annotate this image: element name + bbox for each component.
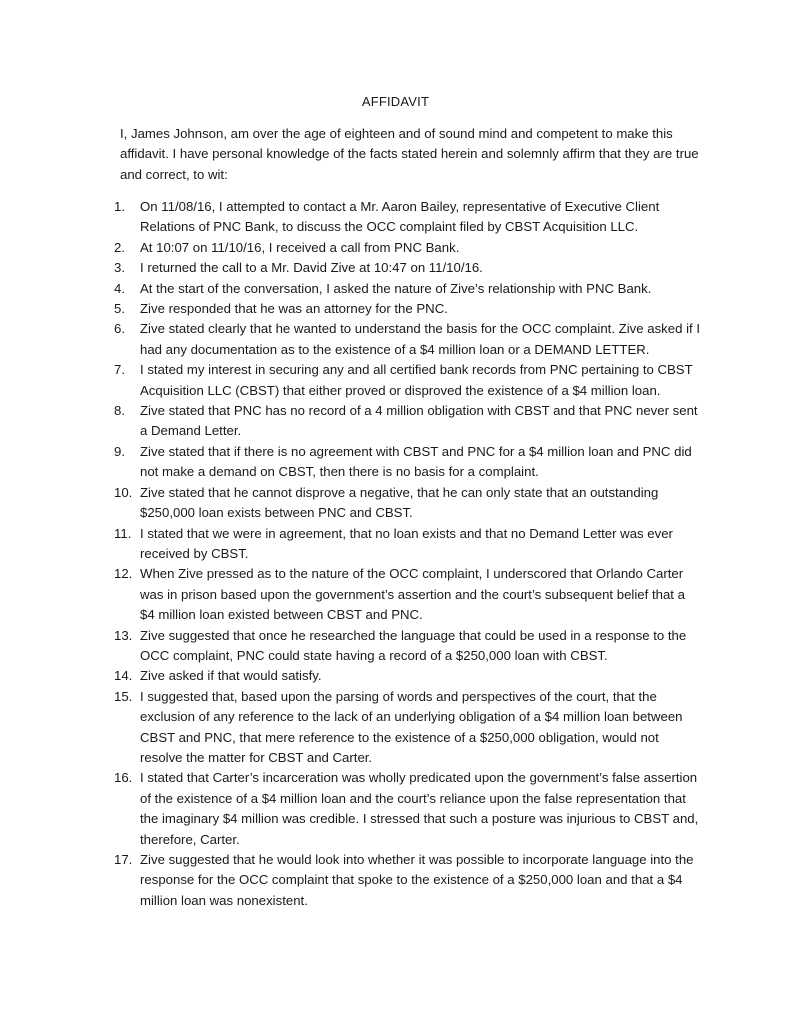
list-item-number: 8. [114, 403, 125, 419]
list-item-number: 14. [114, 668, 133, 684]
list-item-number: 13. [114, 627, 133, 643]
list-item [114, 401, 702, 442]
list-item [114, 442, 702, 483]
list-item-number: 1. [114, 199, 125, 214]
list-item [114, 850, 702, 911]
list-item-text: At the start of the conversation, I asked the nature of Zive’s relationship with PNC Bank. [140, 280, 652, 296]
list-item-number: 2. [114, 239, 125, 255]
list-item-text: Zive suggested that he would look into whether it was possible to incorporate language into the response for the OCC complaint that spoke to the existence of a $250,000 loan and that a $4 million loan was nonexistent. [140, 852, 694, 908]
list-item-text: Zive stated that PNC has no record of a 4 million obligation with CBST and that PNC never sent a Demand Letter. [140, 403, 698, 439]
list-item-number: 3. [114, 260, 125, 276]
list-item-text: Zive asked if that would satisfy. [140, 668, 322, 684]
document-title: AFFIDAVIT [361, 94, 430, 109]
list-item-number: 7. [114, 362, 125, 378]
list-item [114, 768, 702, 850]
list-item-text: Zive stated clearly that he wanted to understand the basis for the OCC complaint. Zive asked if I had any documentation as to the existence of a $4 million loan or a DEMAND LETTER. [140, 321, 701, 357]
list-item [114, 524, 702, 565]
list-item [114, 258, 702, 278]
list-item-number: 11. [114, 525, 132, 541]
list-item-number: 15. [114, 688, 133, 704]
list-item-number: 4. [114, 280, 125, 296]
list-item-text: Zive responded that he was an attorney for the PNC. [140, 301, 448, 317]
list-item-text: Zive stated that if there is no agreement with CBST and PNC for a $4 million loan and PNC did not make a demand on CBST, then there is no basis for a complaint. [140, 443, 692, 480]
numbered-list [114, 197, 702, 911]
list-item-number: 6. [114, 321, 125, 337]
list-item-number: 9. [114, 443, 125, 459]
list-item-text: I stated my interest in securing any and all certified bank records from PNC pertaining to CBST Acquisition LLC (CBST) that either proved or disproved the existence of a $4 million loan. [140, 362, 693, 398]
list-item-text: I suggested that, based upon the parsing of words and perspectives of the court, that the exclusion of any reference to the lack of an underlying obligation of a $4 million loan between CBST and PNC, that mere reference to the existence of a $250,000 obligation, would not resolve the matter for CBST and Carter. [140, 688, 683, 765]
list-item [114, 687, 702, 769]
list-item-number: 12. [114, 566, 133, 582]
list-item [114, 564, 702, 625]
list-item [114, 319, 702, 360]
list-item-number: 17. [114, 852, 133, 867]
list-item-text: When Zive pressed as to the nature of the OCC complaint, I underscored that Orlando Carter was in prison based upon the government’s assertion and the court’s subsequent belief that a $4 million loan existed between CBST and PNC. [140, 566, 685, 623]
list-item-text: I stated that we were in agreement, that no loan exists and that no Demand Letter was ever received by CBST. [140, 525, 673, 561]
list-item-number: 16. [114, 770, 133, 786]
list-item [114, 299, 702, 319]
list-item [114, 626, 702, 667]
list-item [114, 279, 702, 299]
list-item [114, 238, 702, 258]
list-item [114, 483, 702, 524]
list-item [114, 666, 702, 686]
list-item-text: Zive suggested that once he researched the language that could be used in a response to the OCC complaint, PNC could state having a record of a $250,000 loan with CBST. [140, 627, 687, 663]
list-item-number: 10. [114, 484, 133, 500]
list-item-text: At 10:07 on 11/10/16, I received a call from PNC Bank. [140, 239, 460, 255]
intro-paragraph: I, James Johnson, am over the age of eighteen and of sound mind and competent to make this affidavit. I have personal knowledge of the facts stated herein and solemnly affirm that they are true and correct, to wit: [120, 126, 699, 182]
list-item-text: Zive stated that he cannot disprove a negative, that he can only state that an outstanding $250,000 loan exists between PNC and CBST. [140, 484, 659, 521]
list-item-text: On 11/08/16, I attempted to contact a Mr. Aaron Bailey, representative of Executive Client Relations of PNC Bank, to discuss the OCC complaint filed by CBST Acquisition LLC. [140, 199, 660, 235]
list-item [114, 197, 702, 238]
list-item-text: I returned the call to a Mr. David Zive at 10:47 on 11/10/16. [140, 260, 483, 276]
list-item-text: I stated that Carter’s incarceration was wholly predicated upon the government’s false assertion of the existence of a $4 million loan and the court’s reliance upon the false representation that the imaginary $4 million was credible. I stressed that such a posture was injurious to CBST and, therefore, Carter. [140, 770, 699, 847]
list-item [114, 360, 702, 401]
list-item-number: 5. [114, 301, 125, 317]
